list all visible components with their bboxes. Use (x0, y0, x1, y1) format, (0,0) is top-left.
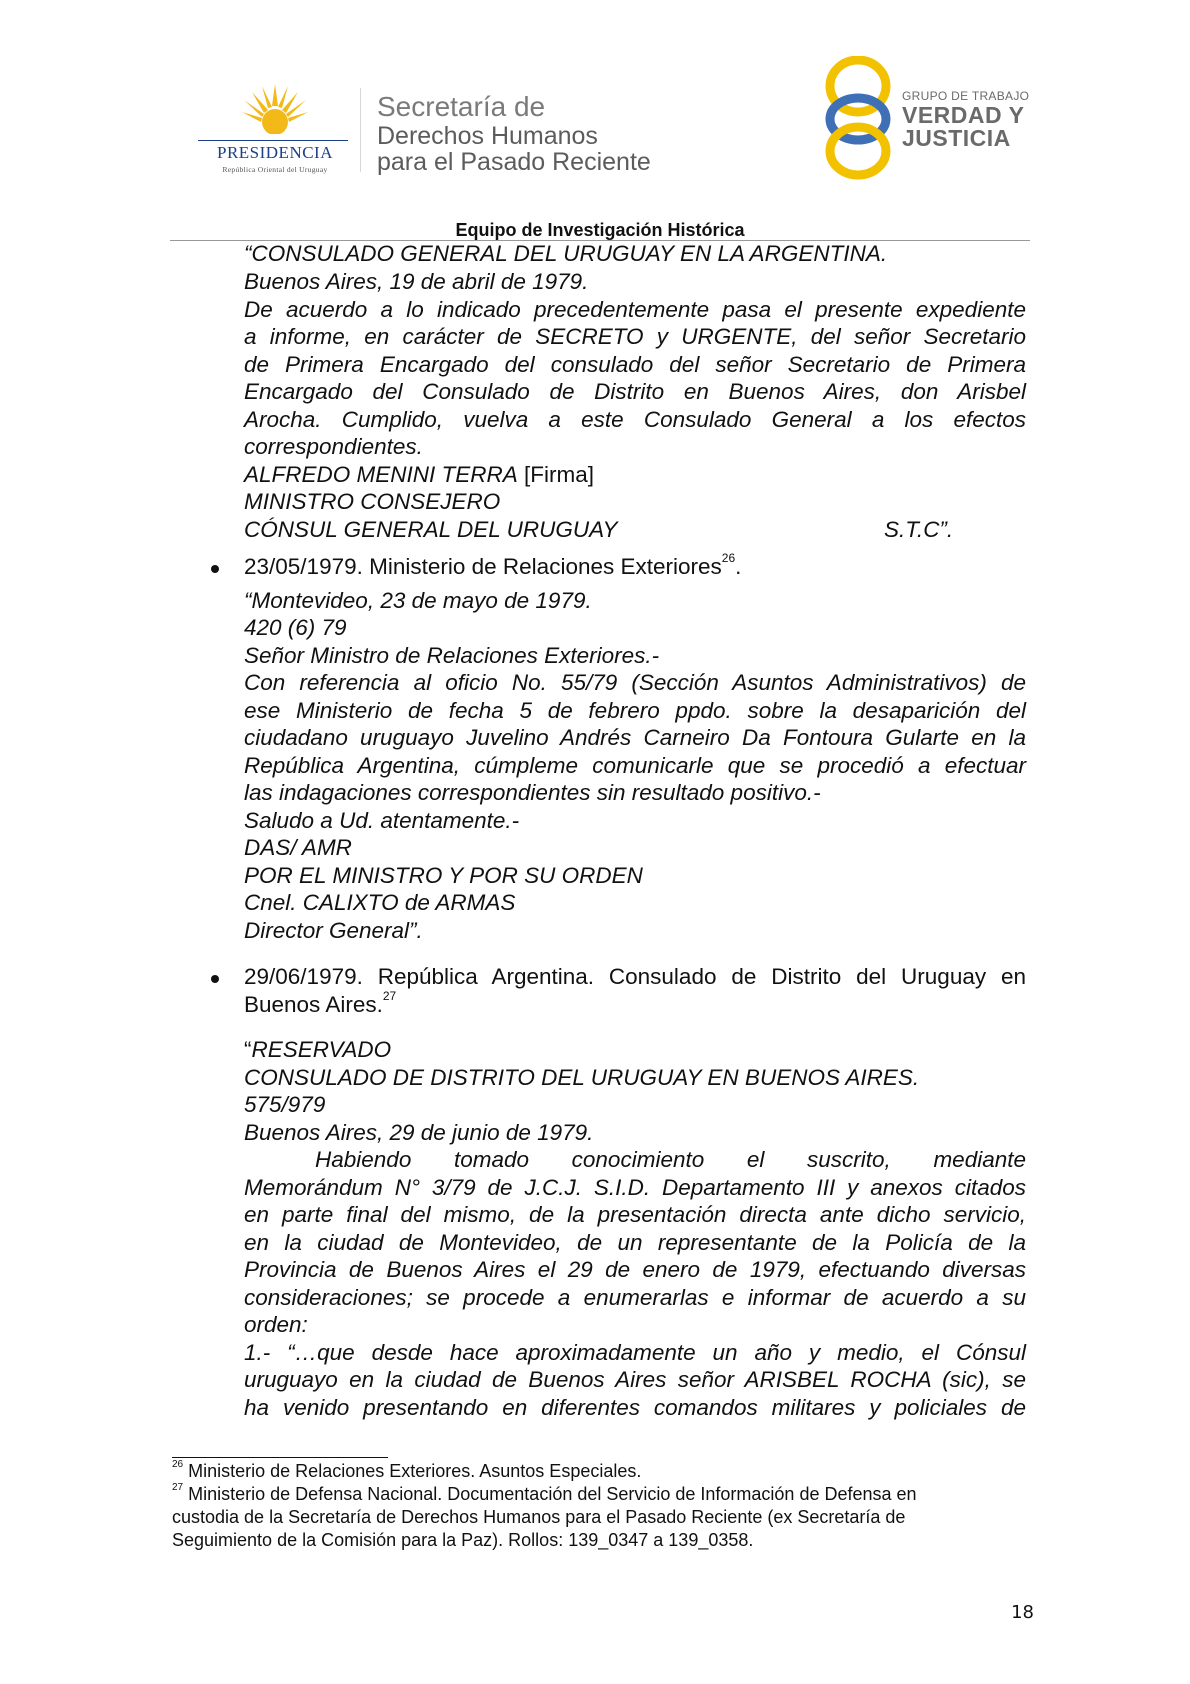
entry2-line: Con referencia al oficio No. 55/79 (Sección Asuntos Administrativos) de (244, 670, 1026, 695)
entry2-line: DAS/ AMR (244, 835, 352, 860)
entry3-line (244, 1036, 1026, 1064)
entry3-heading-text: Buenos Aires. (244, 992, 383, 1017)
entry2-line: Señor Ministro de Relaciones Exteriores.- (244, 643, 660, 668)
grupo-verdad: VERDAD Y (902, 102, 1025, 128)
footnote-27-cont: Seguimiento de la Comisión para la Paz). Rollos: 139_0347 a 139_0358. (172, 1530, 754, 1550)
presidencia-subtitle: República Oriental del Uruguay (222, 165, 328, 174)
team-title: Equipo de Investigación Histórica (455, 220, 745, 240)
entry3-line: CONSULADO DE DISTRITO DEL URUGUAY EN BUENOS AIRES. (244, 1065, 920, 1090)
header-divider (360, 88, 361, 172)
footnote-ref[interactable]: 26 (721, 550, 736, 565)
footnote-27 (172, 1483, 917, 1505)
entry3-line: ha venido presentando en diferentes comandos militares y policiales de (244, 1395, 1026, 1420)
bullet-icon (211, 975, 219, 983)
entry2-heading-text: 23/05/1979. Ministerio de Relaciones Exteriores (244, 554, 722, 579)
page-number: 18 (1011, 1602, 1034, 1623)
entry2-line: Saludo a Ud. atentamente.- (244, 808, 520, 833)
entry3-line: en parte final del mismo, de la presentación directa ante dicho servicio, (244, 1202, 1026, 1227)
entry2-line: las indagaciones correspondientes sin resultado positivo.- (244, 780, 821, 805)
secretaria-line-3: para el Pasado Reciente (377, 148, 651, 176)
letter1-line: “CONSULADO GENERAL DEL URUGUAY EN LA ARGENTINA. (244, 241, 888, 266)
signature-name: ALFREDO MENINI TERRA (244, 462, 518, 487)
letter1-line: De acuerdo a lo indicado precedentemente pasa el presente expediente (244, 297, 1026, 322)
secretaria-line-2: Derechos Humanos (377, 122, 598, 150)
footnote-rule (172, 1457, 388, 1458)
footnote-27-cont: custodia de la Secretaría de Derechos Humanos para el Pasado Reciente (ex Secretaría de (172, 1507, 906, 1527)
letter1-line: CÓNSUL GENERAL DEL URUGUAY (244, 517, 618, 542)
entry2-heading (244, 550, 1026, 581)
letter1-line: Buenos Aires, 19 de abril de 1979. (244, 269, 589, 294)
entry2-line: 420 (6) 79 (244, 615, 347, 640)
letter1-line: correspondientes. (244, 434, 423, 459)
letter1-line: Encargado del Consulado de Distrito en Buenos Aires, don Arisbel (244, 379, 1026, 404)
entry3-line: Habiendo tomado conocimiento el suscrito, mediante (315, 1147, 1026, 1172)
bullet-icon (211, 565, 219, 573)
signature-mark: [Firma] (524, 462, 595, 487)
footnote-26 (172, 1460, 641, 1482)
entry2-line: “Montevideo, 23 de mayo de 1979. (244, 588, 592, 613)
sun-emblem-icon (240, 82, 310, 146)
entry2-line: POR EL MINISTRO Y POR SU ORDEN (244, 863, 643, 888)
entry3-line: Provincia de Buenos Aires el 29 de enero de 1979, efectuando diversas (244, 1257, 1026, 1282)
letter1-line: Arocha. Cumplido, vuelva a este Consulado General a los efectos (244, 407, 1026, 432)
entry3-line: Memorándum N° 3/79 de J.C.J. S.I.D. Departamento III y anexos citados (244, 1175, 1026, 1200)
entry3-heading-line: 29/06/1979. República Argentina. Consulado de Distrito del Uruguay en (244, 964, 1026, 989)
letter1-line: a informe, en carácter de SECRETO y URGENTE, del señor Secretario (244, 324, 1026, 349)
entry3-line: orden: (244, 1312, 308, 1337)
entry2-line: Director General”. (244, 918, 423, 943)
entry3-line: uruguayo en la ciudad de Buenos Aires señor ARISBEL ROCHA (sic), se (244, 1367, 1026, 1392)
entry2-line: Cnel. CALIXTO de ARMAS (244, 890, 516, 915)
entry3-line: Buenos Aires, 29 de junio de 1979. (244, 1120, 594, 1145)
entry2-line: ese Ministerio de fecha 5 de febrero ppdo. sobre la desaparición del (244, 698, 1026, 723)
open-quote: “ (244, 1037, 252, 1062)
entry3-line: 1.- “…que desde hace aproximadamente un año y medio, el Cónsul (244, 1340, 1026, 1365)
entry3-heading-line (244, 988, 1026, 1019)
secretaria-line-1: Secretaría de (377, 91, 546, 122)
letter1-stc: S.T.C”. (884, 517, 954, 542)
footnote-text: Ministerio de Relaciones Exteriores. Asuntos Especiales. (188, 1461, 642, 1481)
letter1-line: de Primera Encargado del consulado del señor Secretario de Primera (244, 352, 1026, 377)
reservado-label: RESERVADO (251, 1037, 392, 1062)
footnote-number: 27 (172, 1482, 184, 1493)
letter1-signature (244, 461, 1026, 489)
presidencia-wordmark: PRESIDENCIA (216, 143, 333, 162)
entry2-line: ciudadano uruguayo Juvelino Andrés Carneiro Da Fontoura Gularte en la (244, 725, 1026, 750)
footnote-ref[interactable]: 27 (382, 988, 397, 1003)
letter1-line: MINISTRO CONSEJERO (244, 489, 501, 514)
entry3-line: 575/979 (244, 1092, 326, 1117)
entry3-line: en la ciudad de Montevideo, de un representante de la Policía de la (244, 1230, 1026, 1255)
grupo-justicia: JUSTICIA (902, 125, 1011, 151)
grupo-label: GRUPO DE TRABAJO (902, 89, 1030, 103)
presidencia-rule (198, 140, 348, 141)
entry3-line: consideraciones; se procede a enumerarlas e informar de acuerdo a su (244, 1285, 1026, 1310)
entry2-heading-end: . (735, 554, 742, 579)
footnote-text: Ministerio de Defensa Nacional. Documentación del Servicio de Información de Defensa en (188, 1484, 917, 1504)
verdad-justicia-rings-icon (822, 56, 894, 180)
entry2-line: República Argentina, cúmpleme comunicarle que se procedió a efectuar (244, 753, 1026, 778)
footnote-number: 26 (172, 1459, 184, 1470)
